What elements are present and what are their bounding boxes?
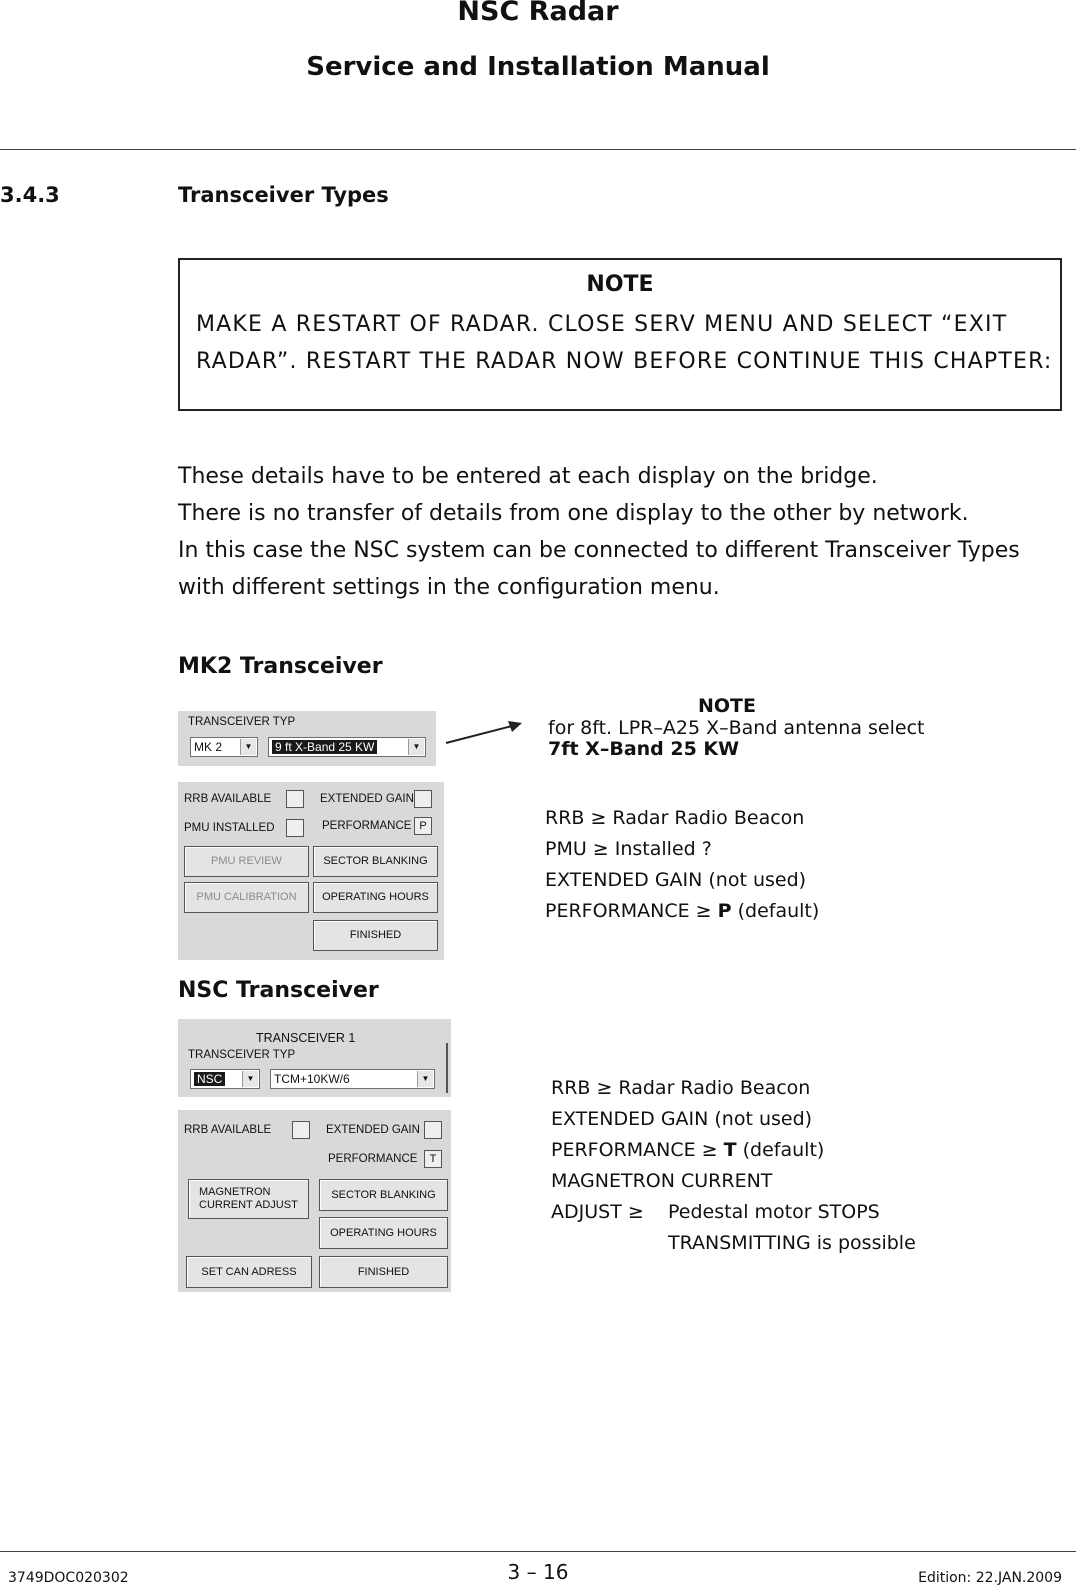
nsc-rrb-checkbox[interactable] [292,1121,310,1139]
arrow-icon [444,715,524,745]
nsc-rrb-label: RRB AVAILABLE [184,1124,272,1136]
section-number: 3.4.3 [0,183,60,207]
mk2-performance-field[interactable]: P [414,817,432,835]
page-number: 3 – 16 [507,1560,569,1584]
mk2-heading: MK2 Transceiver [178,654,383,679]
note-box [178,258,1062,411]
pmu-review-button[interactable]: PMU REVIEW [184,846,309,877]
mk2-callout-performance [545,896,819,927]
magnetron-current-adjust-button[interactable] [188,1179,309,1219]
nsc-callout-adjust-line1: Pedestal motor STOPS [668,1201,880,1223]
intro-line: with different settings in the configuration menu. [178,575,720,600]
nsc-type-select[interactable] [190,1069,260,1089]
doc-number: 3749DOC020302 [8,1570,129,1586]
mk2-note-title: NOTE [698,695,756,717]
nsc-type-value: NSC [194,1072,225,1086]
mk2-extended-gain-label: EXTENDED GAIN [320,793,414,805]
mk2-rrb-label: RRB AVAILABLE [184,793,272,805]
mk2-options-panel [178,782,444,960]
mk2-pmu-installed-label: PMU INSTALLED [184,822,275,834]
magnetron-line2: CURRENT ADJUST [199,1199,298,1211]
nsc-extended-gain-label: EXTENDED GAIN [326,1124,420,1136]
nsc-band-value: TCM+10KW/6 [274,1072,350,1086]
intro-line: There is no transfer of details from one display to the other by network. [178,501,969,526]
intro-paragraph [178,458,1020,606]
intro-line: In this case the NSC system can be connected to different Transceiver Types [178,538,1020,563]
perf-prefix: PERFORMANCE ≥ [545,900,718,922]
nsc-callout-rrb: RRB ≥ Radar Radio Beacon [551,1077,811,1099]
nsc-operating-hours-button[interactable]: OPERATING HOURS [319,1217,448,1249]
nsc-typ-label: TRANSCEIVER TYP [188,1049,296,1061]
mk2-typ-label: TRANSCEIVER TYP [188,716,296,728]
perf-prefix: PERFORMANCE ≥ [551,1139,724,1161]
mk2-callout-rrb: RRB ≥ Radar Radio Beacon [545,807,805,829]
mk2-band-value: 9 ft X-Band 25 KW [272,740,377,754]
magnetron-line1: MAGNETRON [199,1186,271,1198]
mk2-pmu-installed-checkbox[interactable] [286,819,304,837]
section-title: Transceiver Types [178,183,389,207]
edition: Edition: 22.JAN.2009 [918,1570,1062,1586]
nsc-callout-adjust-line2: TRANSMITTING is possible [668,1232,916,1254]
nsc-panel-title: TRANSCEIVER 1 [256,1031,356,1045]
mk2-performance-label: PERFORMANCE [322,820,412,832]
page-subtitle: Service and Installation Manual [306,52,770,82]
header-divider [0,149,1076,150]
panel-edge [446,1043,448,1093]
chevron-down-icon[interactable]: ▼ [417,1071,433,1087]
chevron-down-icon[interactable]: ▼ [408,739,424,755]
mk2-callout-extended: EXTENDED GAIN (not used) [545,869,807,891]
nsc-callout-performance [551,1135,824,1166]
nsc-options-panel [178,1110,451,1292]
mk2-note-line1: for 8ft. LPR–A25 X–Band antenna select [548,717,925,739]
mk2-type-select[interactable] [190,737,258,757]
page-title: NSC Radar [457,0,619,27]
mk2-callout-pmu: PMU ≥ Installed ? [545,838,712,860]
magnetron-label [199,1186,298,1212]
mk2-extended-gain-checkbox[interactable] [414,790,432,808]
perf-default-value: T [723,1139,737,1161]
set-can-address-button[interactable]: SET CAN ADRESS [186,1256,312,1288]
perf-suffix: (default) [736,1139,825,1161]
footer-divider [0,1551,1076,1552]
mk2-band-select[interactable] [268,737,426,757]
nsc-performance-label: PERFORMANCE [328,1153,418,1165]
pmu-calibration-button[interactable]: PMU CALIBRATION [184,882,309,913]
nsc-band-select[interactable] [270,1069,435,1089]
chevron-down-icon[interactable]: ▼ [240,739,256,755]
mk2-rrb-checkbox[interactable] [286,790,304,808]
nsc-performance-field[interactable]: T [424,1150,442,1168]
nsc-callout-magnetron: MAGNETRON CURRENT [551,1170,773,1192]
nsc-heading: NSC Transceiver [178,978,379,1003]
nsc-type-panel [178,1019,451,1097]
mk2-type-panel [178,711,436,766]
nsc-sector-blanking-button[interactable]: SECTOR BLANKING [319,1179,448,1211]
mk2-type-value: MK 2 [194,740,223,754]
chevron-down-icon[interactable]: ▼ [242,1071,258,1087]
perf-suffix: (default) [731,900,820,922]
nsc-extended-gain-checkbox[interactable] [424,1121,442,1139]
mk2-note-line2: 7ft X–Band 25 KW [548,738,740,760]
finished-button[interactable]: FINISHED [313,920,438,951]
nsc-callout-extended: EXTENDED GAIN (not used) [551,1108,813,1130]
note-body: MAKE A RESTART OF RADAR. CLOSE SERV MENU AND SELECT “EXIT RADAR”. RESTART THE RADAR NOW BEFORE CONTINUE THIS CHAPTER: [196,312,1053,374]
intro-line: These details have to be entered at each display on the bridge. [178,464,878,489]
nsc-callout-adjust: ADJUST ≥ [551,1201,644,1223]
sector-blanking-button[interactable]: SECTOR BLANKING [313,846,438,877]
operating-hours-button[interactable]: OPERATING HOURS [313,882,438,913]
note-title: NOTE [586,272,654,297]
perf-default-value: P [717,900,732,922]
nsc-finished-button[interactable]: FINISHED [319,1256,448,1288]
